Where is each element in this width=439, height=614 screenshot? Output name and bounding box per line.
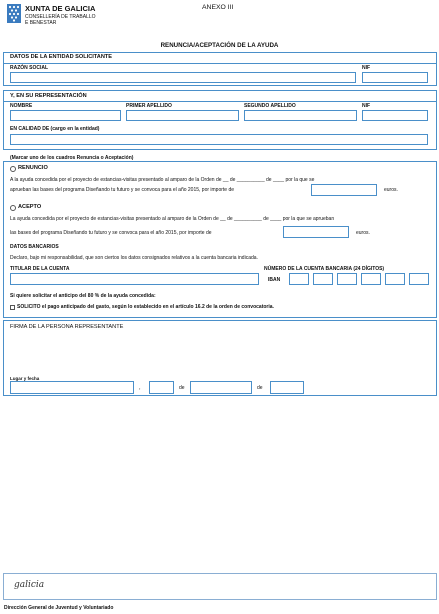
renuncio-radio[interactable] xyxy=(10,166,16,172)
iban-field-5[interactable] xyxy=(385,273,405,285)
nombre-label: NOMBRE xyxy=(10,103,33,109)
entidad-title: DATOS DE LA ENTIDAD SOLICITANTE xyxy=(10,54,113,60)
entidad-divider xyxy=(3,63,437,64)
renuncio-importe-field[interactable] xyxy=(311,184,377,196)
iban-field-3[interactable] xyxy=(337,273,357,285)
primer-apellido-field[interactable] xyxy=(126,110,239,121)
xunta-emblem-icon xyxy=(7,4,21,23)
nombre-field[interactable] xyxy=(10,110,121,121)
acepto-importe-field[interactable] xyxy=(283,226,349,238)
acepto-euros: euros. xyxy=(356,230,370,236)
de-2: de xyxy=(257,385,263,391)
anticipo-option: SOLICITO el pago anticipado del gasto, según lo establecido en el artículo 16.2 de la orden de convocatoria. xyxy=(17,304,274,310)
entidad-nif-label: NIF xyxy=(362,65,371,71)
org-name: XUNTA DE GALICIA xyxy=(25,4,96,13)
renuncio-label: RENUNCIO xyxy=(18,165,48,171)
iban-field-6[interactable] xyxy=(409,273,429,285)
rep-nif-label: NIF xyxy=(362,103,371,109)
bancarios-title: DATOS BANCARIOS xyxy=(10,244,59,250)
razon-social-label: RAZÓN SOCIAL xyxy=(10,65,49,71)
iban-label: IBAN xyxy=(268,277,281,283)
segundo-apellido-label: SEGUNDO APELLIDO xyxy=(244,103,296,109)
xunta-logo xyxy=(7,4,21,23)
titular-field[interactable] xyxy=(10,273,259,285)
acepto-text-line-2: las bases del programa Diseñando tu futuro y se convoca para el año 2015, por importe de xyxy=(10,230,212,236)
lugar-fecha-label: Lugar y fecha xyxy=(10,376,40,381)
rep-nif-field[interactable] xyxy=(362,110,428,121)
renuncio-text-line-2: aprueban las bases del programa Diseñando tu futuro y se convoca para el año 2015, por importe de xyxy=(10,187,235,193)
segundo-apellido-field[interactable] xyxy=(244,110,357,121)
iban-field-2[interactable] xyxy=(313,273,333,285)
calidad-label: EN CALIDAD DE (cargo en la entidad) xyxy=(10,126,100,132)
renuncio-euros: euros. xyxy=(384,187,398,193)
anticipo-question: Si quiere solicitar el anticipo del 80 % de la ayuda concedida: xyxy=(10,293,156,299)
iban-field-4[interactable] xyxy=(361,273,381,285)
acepto-label: ACEPTO xyxy=(18,204,42,210)
declaro-text: Declaro, bajo mi responsabilidad, que son ciertos los datos consignados relativos a la cuenta bancaria indicada. xyxy=(10,255,258,261)
representacion-divider xyxy=(3,101,437,102)
galicia-logo: galicia xyxy=(14,580,45,590)
calidad-field[interactable] xyxy=(10,134,428,145)
annex-label: ANEXO III xyxy=(202,4,234,11)
entidad-nif-field[interactable] xyxy=(362,72,428,83)
mes-field[interactable] xyxy=(190,381,252,394)
dept-line-1: CONSELLERÍA DE TRABALLO xyxy=(25,14,96,20)
lugar-comma: , xyxy=(139,385,141,391)
titular-label: TITULAR DE LA CUENTA xyxy=(10,266,70,272)
footer-logo-box xyxy=(3,573,437,600)
anio-field[interactable] xyxy=(270,381,304,394)
representacion-title: Y, EN SU REPRESENTACIÓN xyxy=(10,93,87,99)
numero-cuenta-label: NÚMERO DE LA CUENTA BANCARIA (24 DÍGITOS) xyxy=(264,266,385,272)
lugar-field[interactable] xyxy=(10,381,134,394)
iban-field-1[interactable] xyxy=(289,273,309,285)
renuncio-text-line-1: A la ayuda concedida por el proyecto de estancias-visitas presentado al amparo de la Orden de __ de __________ de ____ por la que se xyxy=(10,177,315,183)
marcar-intro: (Marcar uno de los cuadros Renuncia o Aceptación) xyxy=(10,155,134,161)
firma-title: FIRMA DE LA PERSONA REPRESENTANTE xyxy=(10,324,124,330)
acepto-radio[interactable] xyxy=(10,205,16,211)
acepto-text-line-1: La ayuda concedida por el proyecto de estancias-visitas presentado al amparo de la Orden de __ de __________ de ____ por la que se aprueban xyxy=(10,216,335,222)
form-title: RENUNCIA/ACEPTACIÓN DE LA AYUDA xyxy=(160,42,279,49)
razon-social-field[interactable] xyxy=(10,72,356,83)
primer-apellido-label: PRIMER APELLIDO xyxy=(126,103,172,109)
dept-line-2: E BENESTAR xyxy=(25,20,57,26)
anticipo-checkbox[interactable] xyxy=(10,305,15,310)
de-1: de xyxy=(179,385,185,391)
dia-field[interactable] xyxy=(149,381,174,394)
direccion-general: Dirección General de Juventud y Voluntariado xyxy=(4,605,114,611)
